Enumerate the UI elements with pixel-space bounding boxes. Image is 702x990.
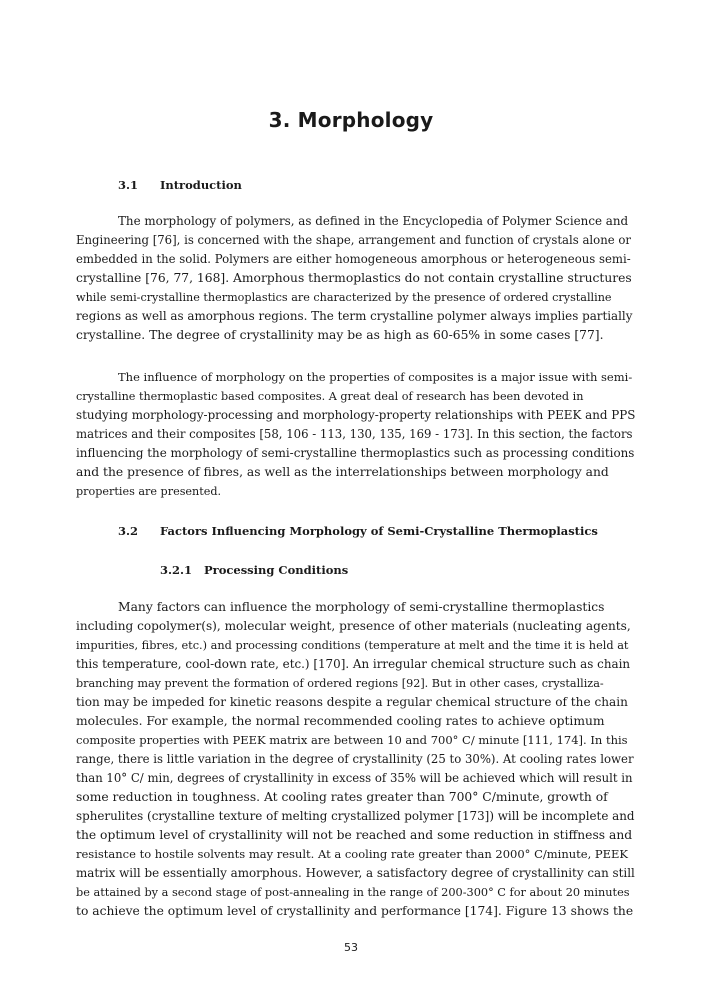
- paragraph-line: than 10° C/ min, degrees of crystallinity in excess of 35% will be achieved which will result in: [76, 771, 633, 785]
- paragraph-line: The influence of morphology on the properties of composites is a major issue with semi-: [118, 370, 633, 384]
- paragraph-line: molecules. For example, the normal recommended cooling rates to achieve optimum: [76, 714, 605, 728]
- chapter-title: 3. Morphology: [268, 108, 434, 132]
- paragraph-line: be attained by a second stage of post-annealing in the range of 200-300° C for about 20 minutes: [76, 886, 630, 899]
- paragraph-line: The morphology of polymers, as defined in the Encyclopedia of Polymer Science and: [118, 214, 629, 228]
- paragraph-line: some reduction in toughness. At cooling rates greater than 700° C/minute, growth of: [76, 790, 608, 804]
- section-number: 3.2.1: [160, 563, 193, 577]
- section-title: Processing Conditions: [204, 563, 349, 577]
- paragraph-line: range, there is little variation in the degree of crystallinity (25 to 30%). At cooling rates lower: [76, 752, 634, 766]
- paragraph-line: and the presence of fibres, as well as the interrelationships between morphology and: [76, 465, 609, 479]
- paragraph-line: Engineering [76], is concerned with the shape, arrangement and function of crystals alone or: [76, 233, 631, 247]
- section-heading-3-2: [118, 524, 598, 538]
- paragraph-line: embedded in the solid. Polymers are either homogeneous amorphous or heterogeneous semi-: [76, 252, 631, 266]
- paragraph-line: crystalline. The degree of crystallinity may be as high as 60-65% in some cases [77].: [76, 328, 604, 342]
- paragraph-line: the optimum level of crystallinity will not be reached and some reduction in stiffness and: [76, 828, 633, 842]
- paragraph-line: studying morphology-processing and morphology-property relationships with PEEK and PPS: [76, 408, 636, 422]
- paragraph-line: tion may be impeded for kinetic reasons despite a regular chemical structure of the chain: [76, 695, 628, 709]
- paragraph-line: while semi-crystalline thermoplastics are characterized by the presence of ordered crystalline: [76, 291, 612, 304]
- paragraph-line: resistance to hostile solvents may result. At a cooling rate greater than 2000° C/minute, PEEK: [76, 847, 629, 861]
- paragraph-line: crystalline [76, 77, 168]. Amorphous thermoplastics do not contain crystalline structures: [76, 271, 632, 285]
- paragraph-line: matrix will be essentially amorphous. However, a satisfactory degree of crystallinity can still: [76, 866, 635, 880]
- paragraph-line: to achieve the optimum level of crystallinity and performance [174]. Figure 13 shows the: [76, 904, 634, 918]
- paragraph-line: influencing the morphology of semi-crystalline thermoplastics such as processing conditions: [76, 446, 635, 460]
- paragraph-line: including copolymer(s), molecular weight, presence of other materials (nucleating agents,: [76, 619, 631, 633]
- section-number: 3.1: [118, 178, 139, 192]
- paragraph-line: matrices and their composites [58, 106 - 113, 130, 135, 169 - 173]. In this section, the factors: [76, 427, 633, 441]
- paragraph-line: crystalline thermoplastic based composites. A great deal of research has been devoted in: [76, 390, 584, 403]
- paragraph-line: impurities, fibres, etc.) and processing conditions (temperature at melt and the time it is held at: [76, 639, 629, 652]
- paragraph-line: regions as well as amorphous regions. The term crystalline polymer always implies partially: [76, 309, 633, 323]
- page-number: 53: [344, 941, 358, 954]
- section-title: Introduction: [160, 178, 242, 192]
- section-title: Factors Influencing Morphology of Semi-Crystalline Thermoplastics: [160, 524, 598, 538]
- section-heading-3-1: [118, 178, 242, 192]
- paragraph-line: spherulites (crystalline texture of melting crystallized polymer [173]) will be incomplete and: [76, 809, 635, 823]
- paragraph-line: Many factors can influence the morphology of semi-crystalline thermoplastics: [118, 600, 605, 614]
- section-number: 3.2: [118, 524, 139, 538]
- paragraph-line: this temperature, cool-down rate, etc.) [170]. An irregular chemical structure such as chain: [76, 657, 631, 671]
- paragraph-line: branching may prevent the formation of ordered regions [92]. But in other cases, crystalliza-: [76, 677, 604, 690]
- paragraph-line: properties are presented.: [76, 485, 222, 498]
- section-heading-3-2-1: [160, 563, 348, 577]
- paragraph-line: composite properties with PEEK matrix are between 10 and 700° C/ minute [111, 174]. In this: [76, 733, 628, 747]
